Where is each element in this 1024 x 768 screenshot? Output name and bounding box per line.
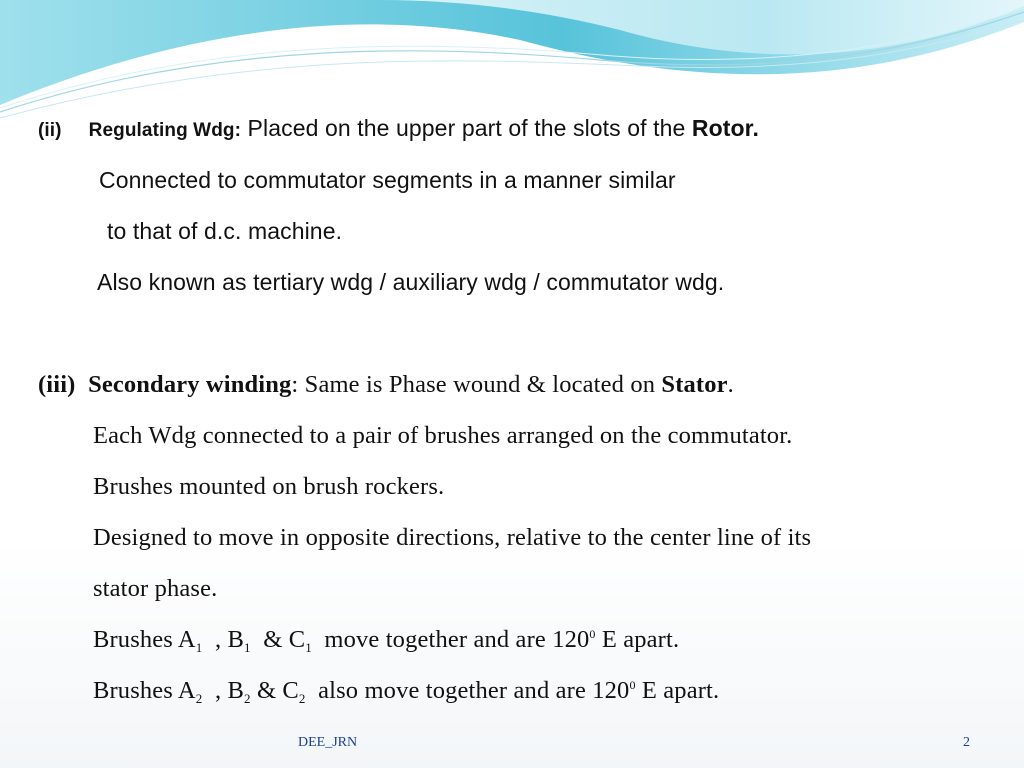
- regulating-term: Regulating Wdg: [88, 120, 235, 141]
- secondary-line-5: stator phase.: [93, 575, 218, 602]
- brushes-line-2: [93, 679, 719, 704]
- section-label-iii: (iii): [38, 371, 76, 398]
- brushes1-degree: 0: [589, 627, 596, 641]
- brushes1-c: & C: [250, 626, 306, 653]
- regulating-line-1: [38, 117, 759, 140]
- secondary-description: Same is Phase wound & located on: [298, 371, 662, 398]
- brushes1-b-subscript: 1: [244, 640, 251, 655]
- regulating-line-4: Also known as tertiary wdg / auxiliary wdg / commutator wdg.: [97, 269, 725, 295]
- brushes2-a-subscript: 2: [195, 691, 203, 706]
- brushes2-prefix: Brushes A: [93, 677, 196, 704]
- stator-bold: Stator: [661, 371, 728, 398]
- secondary-line-3: Brushes mounted on brush rockers.: [93, 473, 445, 500]
- regulating-line-3: to that of d.c. machine.: [107, 218, 343, 244]
- brushes1-end: E apart.: [595, 626, 680, 653]
- secondary-term: Secondary winding: [88, 371, 292, 398]
- brushes2-middle: also move together and are 120: [305, 677, 630, 704]
- secondary-line-1: [38, 373, 734, 398]
- brushes2-degree: 0: [629, 678, 636, 692]
- brushes2-c: & C: [250, 677, 299, 704]
- secondary-colon: :: [291, 371, 299, 398]
- secondary-line-2: Each Wdg connected to a pair of brushes arranged on the commutator.: [93, 422, 793, 449]
- header-wave-decoration: [0, 0, 1024, 130]
- brushes2-end: E apart.: [635, 677, 720, 704]
- brushes-line-1: [93, 628, 679, 653]
- brushes1-middle: move together and are 120: [311, 626, 590, 653]
- brushes1-b: , B: [202, 626, 245, 653]
- secondary-line-4: Designed to move in opposite directions, relative to the center line of its: [93, 524, 812, 551]
- brushes1-prefix: Brushes A: [93, 626, 196, 653]
- regulating-description: Placed on the upper part of the slots of the: [241, 115, 692, 141]
- rotor-bold: Rotor.: [691, 115, 759, 141]
- brushes2-c-subscript: 2: [298, 691, 306, 706]
- regulating-line-2: Connected to commutator segments in a manner similar: [99, 167, 676, 193]
- secondary-period: .: [727, 371, 734, 398]
- section-label-ii: (ii): [38, 120, 62, 141]
- page-number: 2: [963, 735, 970, 750]
- brushes2-b: , B: [202, 677, 245, 704]
- brushes1-a-subscript: 1: [195, 640, 203, 655]
- regulating-colon: :: [234, 120, 242, 141]
- footer-author: DEE_JRN: [298, 735, 358, 750]
- brushes1-c-subscript: 1: [305, 640, 312, 655]
- brushes2-b-subscript: 2: [244, 691, 251, 706]
